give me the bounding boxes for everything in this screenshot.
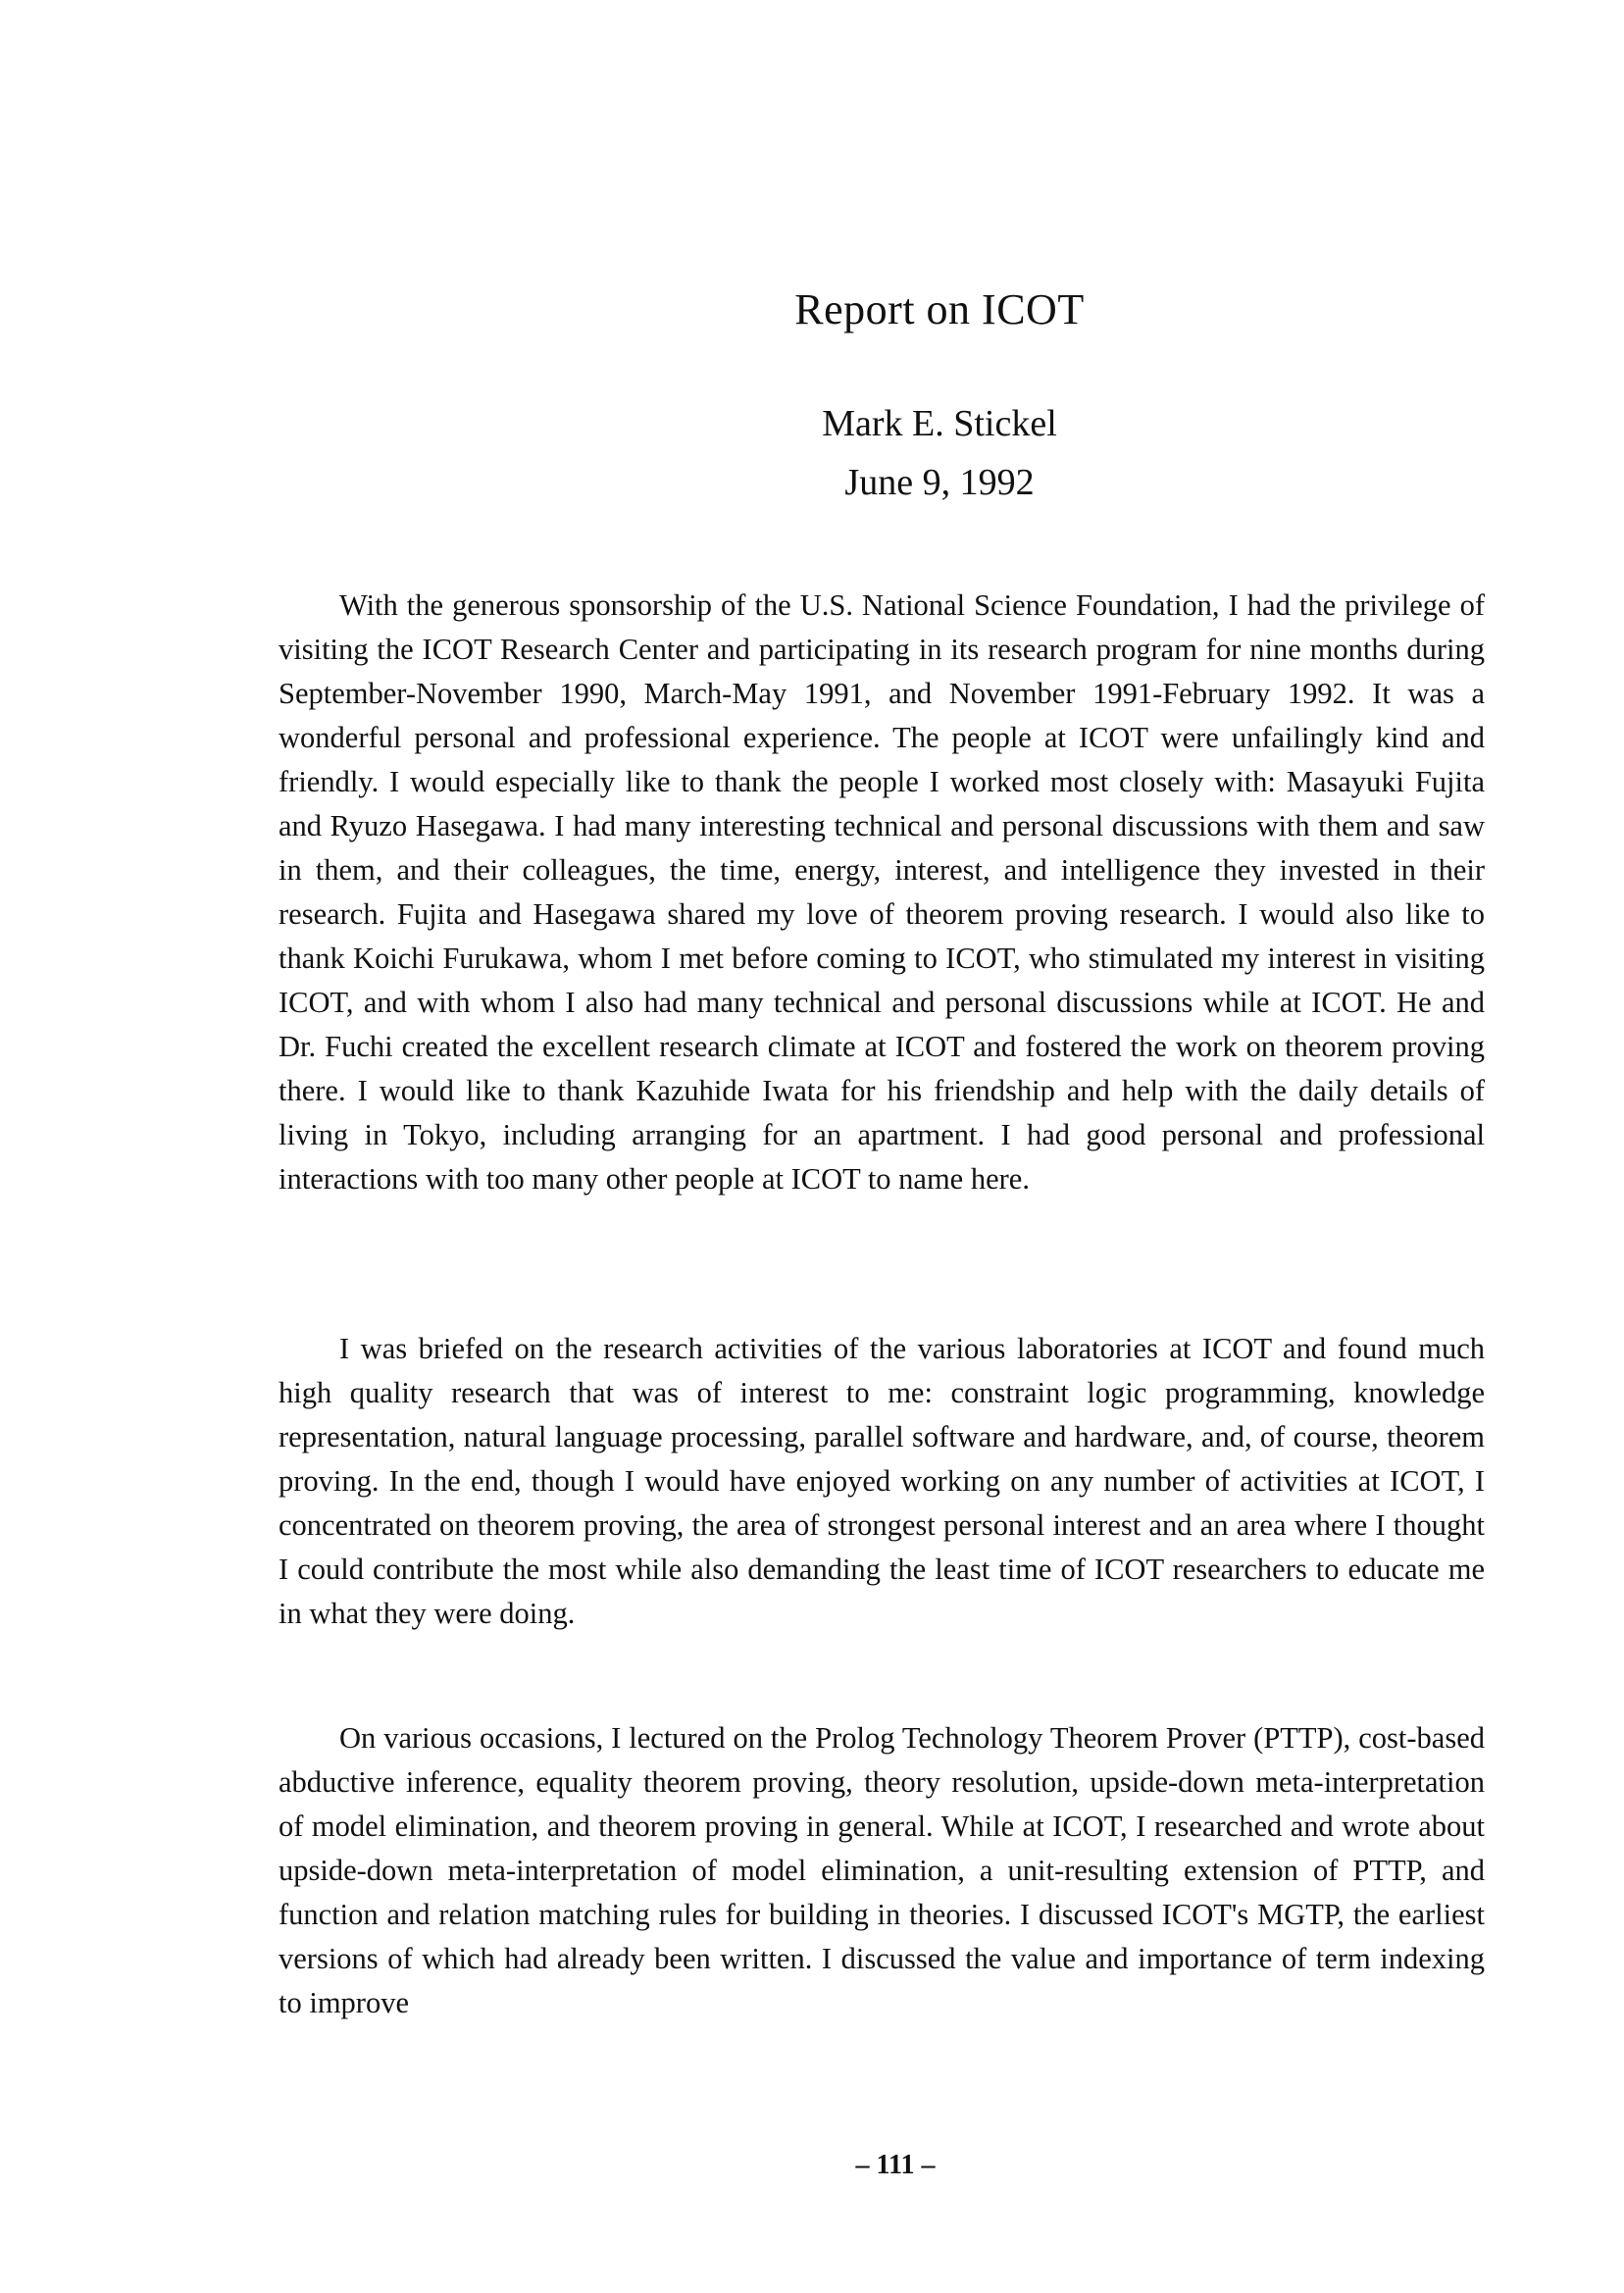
paragraph-text: I was briefed on the research activities of the various laboratories at ICOT and found much high quality research that was of interest to me: constraint logic programming, knowledge representation, natural language processing, parallel software and hardware, and, of course, theorem proving. In the end, though I would have enjoyed working on any number of activities at ICOT, I concentrated on theorem proving, the area of strongest personal interest and an area where I thought I could contribute the most while also demanding the least time of ICOT researchers to educate me in what they were doing. (279, 1332, 1485, 1630)
body-paragraph-acknowledgements (279, 584, 1485, 1201)
document-date: June 9, 1992 (844, 462, 1035, 503)
page-number: – 111 – (855, 2150, 936, 2180)
paragraph-text: On various occasions, I lectured on the Prolog Technology Theorem Prover (PTTP), cost-based abductive inference, equality theorem proving, theory resolution, upside-down meta-interpretation of model elimination, and theorem proving in general. While at ICOT, I researched and wrote about upside-down meta-interpretation of model elimination, a unit-resulting extension of PTTP, and function and relation matching rules for building in theories. I discussed ICOT's MGTP, the earliest versions of which had already been written. I discussed the value and importance of term indexing to improve (279, 1721, 1485, 2019)
author-name: Mark E. Stickel (822, 403, 1057, 444)
document-title: Report on ICOT (794, 285, 1085, 333)
body-paragraph-research-activities (279, 1327, 1485, 1636)
body-paragraph-lectures (279, 1716, 1485, 2025)
paragraph-text: With the generous sponsorship of the U.S. National Science Foundation, I had the privilege of visiting the ICOT Research Center and participating in its research program for nine months during September-November 1990, March-May 1991, and November 1991-February 1992. It was a wonderful personal and professional experience. The people at ICOT were unfailingly kind and friendly. I would especially like to thank the people I worked most closely with: Masayuki Fujita and Ryuzo Hasegawa. I had many interesting technical and personal discussions with them and saw in them, and their colleagues, the time, energy, interest, and intelligence they invested in their research. Fujita and Hasegawa shared my love of theorem proving research. I would also like to thank Koichi Furukawa, whom I met before coming to ICOT, who stimulated my interest in visiting ICOT, and with whom I also had many technical and personal discussions while at ICOT. He and Dr. Fuchi created the excellent research climate at ICOT and fostered the work on theorem proving there. I would like to thank Kazuhide Iwata for his friendship and help with the daily details of living in Tokyo, including arranging for an apartment. I had good personal and professional interactions with too many other people at ICOT to name here. (279, 588, 1485, 1196)
